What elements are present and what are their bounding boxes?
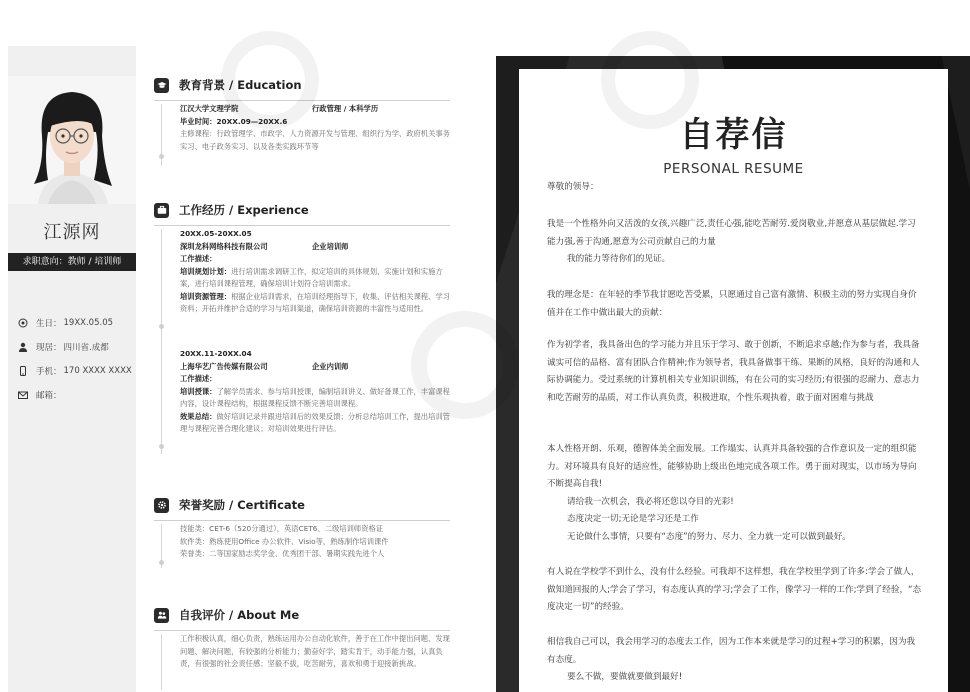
job-item bbox=[180, 291, 452, 316]
timeline-dot bbox=[159, 154, 164, 159]
birthday-icon bbox=[18, 318, 28, 328]
info-label: 现居： bbox=[36, 343, 62, 353]
job-intent-badge: 求职意向：教师 / 培训师 bbox=[8, 253, 136, 271]
job-item-text: 做好培训记录并跟进培训后的效果反馈；分析总结培训工作，提出培训管理与课程完善合理化建议；对培训效果进行评估。 bbox=[180, 411, 450, 433]
section-divider bbox=[154, 225, 450, 226]
job-company: 深圳龙科网络科技有限公司 bbox=[180, 241, 268, 251]
job-item-text: 根据企业培训需求，在培训经理指导下，收集、评估相关课程、学习资料；开拓并维护合适的学习与培训渠道，确保培训资源的丰富性与适用性。 bbox=[180, 291, 450, 313]
certificate-line: 荣誉类：二等国家励志奖学金、优秀团干部、暑期实践先进个人 bbox=[180, 549, 385, 558]
section-education bbox=[154, 76, 450, 188]
letter-greeting: 尊敬的领导： bbox=[547, 182, 599, 192]
profile-photo-illustration bbox=[8, 76, 136, 204]
education-body bbox=[180, 103, 452, 153]
job-item bbox=[180, 266, 452, 291]
section-about bbox=[154, 606, 450, 692]
letter-subtitle: PERSONAL RESUME bbox=[663, 161, 804, 177]
letter-text: 相信我自己可以，我会用学习的态度去工作，因为工作本来就是学习的过程+学习的积累，因为我有态度。 bbox=[547, 637, 916, 665]
letter-text: 我的能力等待你们的见证。 bbox=[567, 254, 671, 264]
letter-paragraph: 有人说在学校学不到什么，没有什么经验。可我却不这样想，我在学校里学到了许多:学会了做人，做知道回报的人;学会了学习，有态度认真的学习;学会了工作，像学习一样的工作;学到了经验，“态度决定一切”的经验。 bbox=[547, 567, 922, 612]
section-divider bbox=[154, 520, 450, 521]
certificate-line: 技能类：CET-6（520分通过），英语CET6、二级培训师资格证 bbox=[180, 524, 384, 533]
job-role: 企业培训师 bbox=[312, 241, 349, 251]
letter-text: 本人性格开朗、乐观，德智体美全面发展。工作塌实、认真并具备较强的合作意识及一定的组织能力。对环境具有良好的适应性，能够协助上级出色地完成各项工作。勇于面对现实，以市场为导向不断提高自我! bbox=[547, 444, 917, 489]
section-title: 工作经历 / Experience bbox=[179, 203, 309, 217]
job-desc-label: 工作描述： bbox=[180, 374, 217, 383]
people-icon bbox=[154, 608, 169, 623]
job-item-text: 进行培训需求调研工作，拟定培训的具体规划、实施计划和实施方案，进行培训课程管理，确保培训计划符合培训需求。 bbox=[180, 266, 443, 288]
section-title: 自我评价 / About Me bbox=[179, 608, 300, 622]
job-item bbox=[180, 386, 452, 411]
section-divider bbox=[154, 100, 450, 101]
graduation-cap-icon bbox=[154, 78, 169, 93]
letter-paragraph bbox=[547, 441, 923, 546]
job-period: 20XX.11-20XX.04 bbox=[180, 349, 252, 358]
section-header bbox=[154, 201, 450, 219]
letter-paragraph: 作为初学者，我具备出色的学习能力并且乐于学习、敢于创新，不断追求卓越;作为参与者，我具备诚实可信的品格、富有团队合作精神;作为领导者，我具备做事干练、果断的风格，良好的沟通和人际协调能力。受过系统的计算机相关专业知识训练，有在公司的实习经历;有很强的忍耐力、意志力和吃苦耐劳的品质，对工作认真负责，积极进取，个性乐观执着，敢于面对困难与挑战 bbox=[547, 340, 920, 403]
info-label: 邮箱： bbox=[36, 391, 62, 401]
letter-text: 态度决定一切;无论是学习还是工作 bbox=[567, 514, 699, 524]
about-text: 工作积极认真，细心负责，熟练运用办公自动化软件，善于在工作中提出问题、发现问题、解决问题，有较强的分析能力；勤奋好学，踏实肯干，动手能力强，认真负责，有很强的社会责任感；坚毅不拔，吃苦耐劳，喜欢和勇于迎接新挑战。 bbox=[180, 634, 450, 668]
job-item bbox=[180, 411, 452, 436]
job-item-head: 培训资源管理： bbox=[180, 291, 232, 301]
letter-paragraph: 我的理念是：在年轻的季节我甘愿吃苦受累，只愿通过自己富有激情、积极主动的努力实现自身价值并在工作中做出最大的贡献： bbox=[547, 290, 917, 318]
info-location bbox=[18, 340, 109, 354]
timeline-line bbox=[161, 229, 162, 454]
section-title: 教育背景 / Education bbox=[179, 78, 302, 92]
letter-text: 无论做什么事情，只要有“态度”的努力、尽力、全力就一定可以做到最好。 bbox=[567, 531, 851, 542]
profile-photo bbox=[8, 76, 136, 204]
info-value: 四川省.成都 bbox=[63, 343, 109, 353]
job-item-head: 培训规划计划： bbox=[180, 266, 232, 276]
info-value: 19XX.05.05 bbox=[63, 318, 114, 328]
certificate-line: 软件类：熟练使用Office 办公软件、Visio等，熟练制作培训课件 bbox=[180, 536, 389, 546]
job-item-head: 效果总结： bbox=[180, 411, 217, 421]
courses-text: 主修课程：行政管理学、市政学、人力资源开发与管理、组织行为学、政府机关事务实习、电子政务实习、以及各类实践环节等 bbox=[180, 129, 450, 151]
job-company: 上海华艺广告传媒有限公司 bbox=[180, 361, 268, 371]
section-divider bbox=[154, 630, 450, 631]
person-location-icon bbox=[18, 342, 28, 352]
cover-letter-page bbox=[519, 69, 948, 692]
briefcase-icon bbox=[154, 203, 169, 218]
job-item-head: 培训授课： bbox=[180, 386, 217, 396]
job-desc-label: 工作描述： bbox=[180, 254, 217, 263]
job-entry bbox=[180, 228, 452, 316]
resume-page bbox=[8, 46, 490, 692]
info-value: 170 XXXX XXXX bbox=[63, 366, 132, 376]
section-title: 荣誉奖励 / Certificate bbox=[179, 498, 305, 512]
timeline-dot bbox=[159, 324, 164, 329]
letter-paragraph bbox=[547, 216, 923, 269]
letter-text: 请给我一次机会，我必将还您以夺目的光彩! bbox=[567, 496, 734, 507]
gear-icon bbox=[154, 498, 169, 513]
section-header bbox=[154, 496, 450, 514]
timeline-dot bbox=[159, 444, 164, 449]
job-period: 20XX.05-20XX.05 bbox=[180, 229, 252, 238]
graduation-time: 毕业时间：20XX.09—20XX.6 bbox=[180, 116, 288, 126]
resume-sidebar bbox=[8, 46, 136, 692]
phone-icon bbox=[18, 366, 28, 376]
timeline-line bbox=[161, 634, 162, 690]
section-certificate bbox=[154, 496, 450, 576]
mail-icon bbox=[18, 390, 28, 400]
candidate-name: 江源网 bbox=[43, 222, 101, 243]
info-label: 手机： bbox=[36, 367, 62, 377]
section-header bbox=[154, 606, 450, 624]
job-entry bbox=[180, 348, 452, 436]
timeline-dot bbox=[159, 560, 164, 565]
section-header bbox=[154, 76, 450, 94]
school-name: 江汉大学文理学院 bbox=[180, 104, 239, 113]
info-mail bbox=[18, 388, 64, 402]
letter-text: 我是一个性格外向又活泼的女孩,兴趣广泛,责任心强,能吃苦耐劳.爱岗敬业,并愿意从基层做起.学习能力强,善于沟通,愿意为公司贡献自己的力量 bbox=[547, 219, 916, 247]
major: 行政管理 / 本科学历 bbox=[312, 104, 379, 113]
info-birthday bbox=[18, 316, 113, 330]
job-role: 企业内训师 bbox=[312, 361, 349, 371]
info-phone bbox=[18, 364, 132, 378]
info-label: 生日： bbox=[36, 319, 62, 329]
letter-text: 要么不做，要做就要做到最好! bbox=[567, 672, 683, 682]
job-item-text: 了解学员需求、参与培训授课，编制培训讲义、做好备课工作，丰富课程内容，设计课程结构，根据课程反馈不断完善培训课程。 bbox=[180, 386, 450, 408]
section-experience bbox=[154, 201, 450, 466]
certificate-body bbox=[180, 523, 452, 561]
letter-title: 自荐信 bbox=[679, 115, 788, 155]
letter-paragraph bbox=[547, 634, 923, 687]
